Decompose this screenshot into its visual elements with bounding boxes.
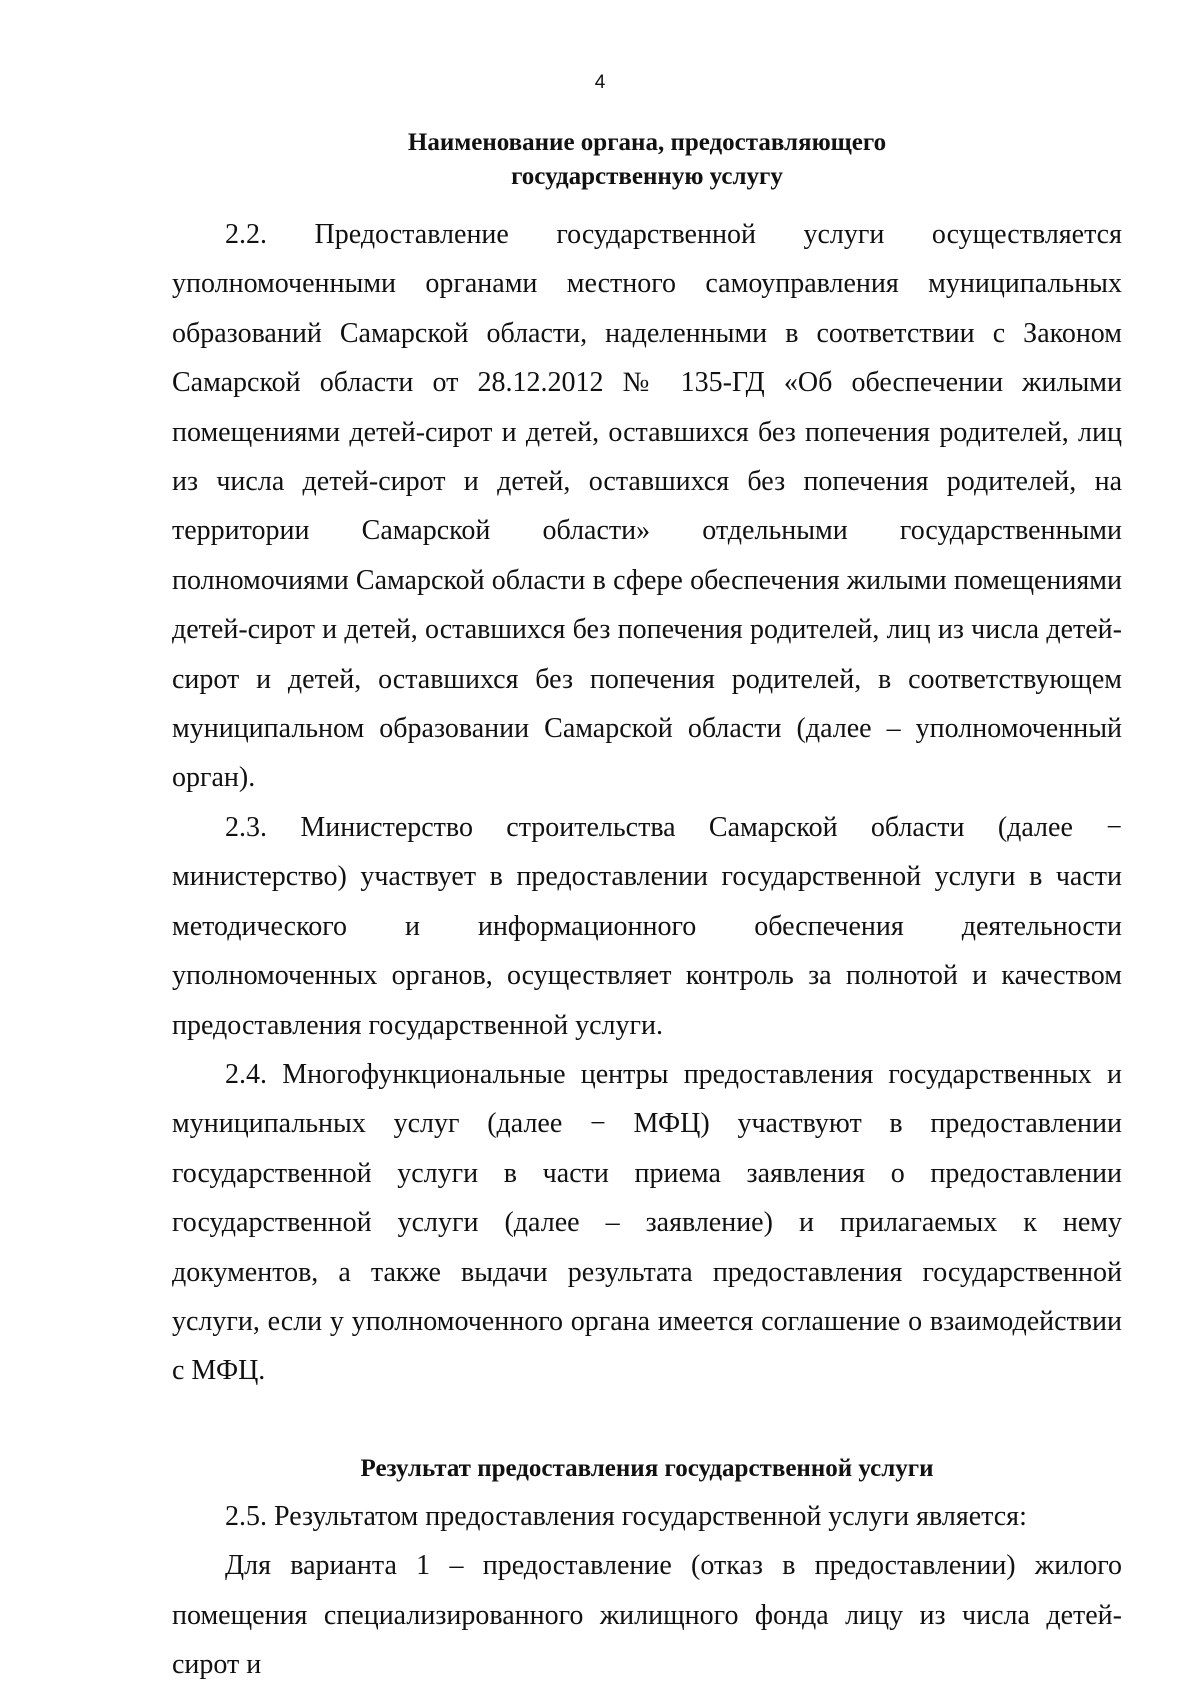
paragraph-2-5: 2.5. Результатом предоставления государственной услуги является:	[225, 1500, 1027, 1532]
section-heading-authority	[172, 126, 1122, 194]
document-body	[172, 126, 1122, 1689]
section-heading-result: Результат предоставления государственной услуги	[360, 1454, 934, 1482]
heading-line-2: государственную услугу	[511, 163, 783, 190]
page-number: 4	[594, 72, 606, 93]
paragraph-variant-1: Для варианта 1 – предоставление (отказ в предоставлении) жилого помещения специализированного жилищного фонда лицу из числа детей-сирот и	[172, 1550, 1122, 1680]
paragraph-2-4: 2.4. Многофункциональные центры предоставления государственных и муниципальных услуг (далее − МФЦ) участвуют в предоставлении государственной услуги в части приема заявления о предоставлении государственной услуги (далее – заявление) и прилагаемых к нему документов, а также выдачи результата предоставления государственной услуги, если у уполномоченного органа имеется соглашение о взаимодействии с МФЦ.	[172, 1058, 1122, 1387]
heading-line-1: Наименование органа, предоставляющего	[407, 129, 887, 156]
paragraph-2-2: 2.2. Предоставление государственной услуги осуществляется уполномоченными органами местного самоуправления муниципальных образований Самарской области, наделенными в соответствии с Законом Самарской области от 28.12.2012 № 135-ГД «Об обеспечении жилыми помещениями детей-сирот и детей, оставшихся без попечения родителей, лиц из числа детей-сирот и детей, оставшихся без попечения родителей, на территории Самарской области» отдельными государственными полномочиями Самарской области в сфере обеспечения жилыми помещениями детей-сирот и детей, оставшихся без попечения родителей, лиц из числа детей-сирот и детей, оставшихся без попечения родителей, в соответствующем муниципальном образовании Самарской области (далее – уполномоченный орган).	[172, 219, 1122, 794]
paragraph-2-3: 2.3. Министерство строительства Самарской области (далее − министерство) участвует в предоставлении государственной услуги в части методического и информационного обеспечения деятельности уполномоченных органов, осуществляет контроль за полнотой и качеством предоставления государственной услуги.	[172, 811, 1122, 1041]
